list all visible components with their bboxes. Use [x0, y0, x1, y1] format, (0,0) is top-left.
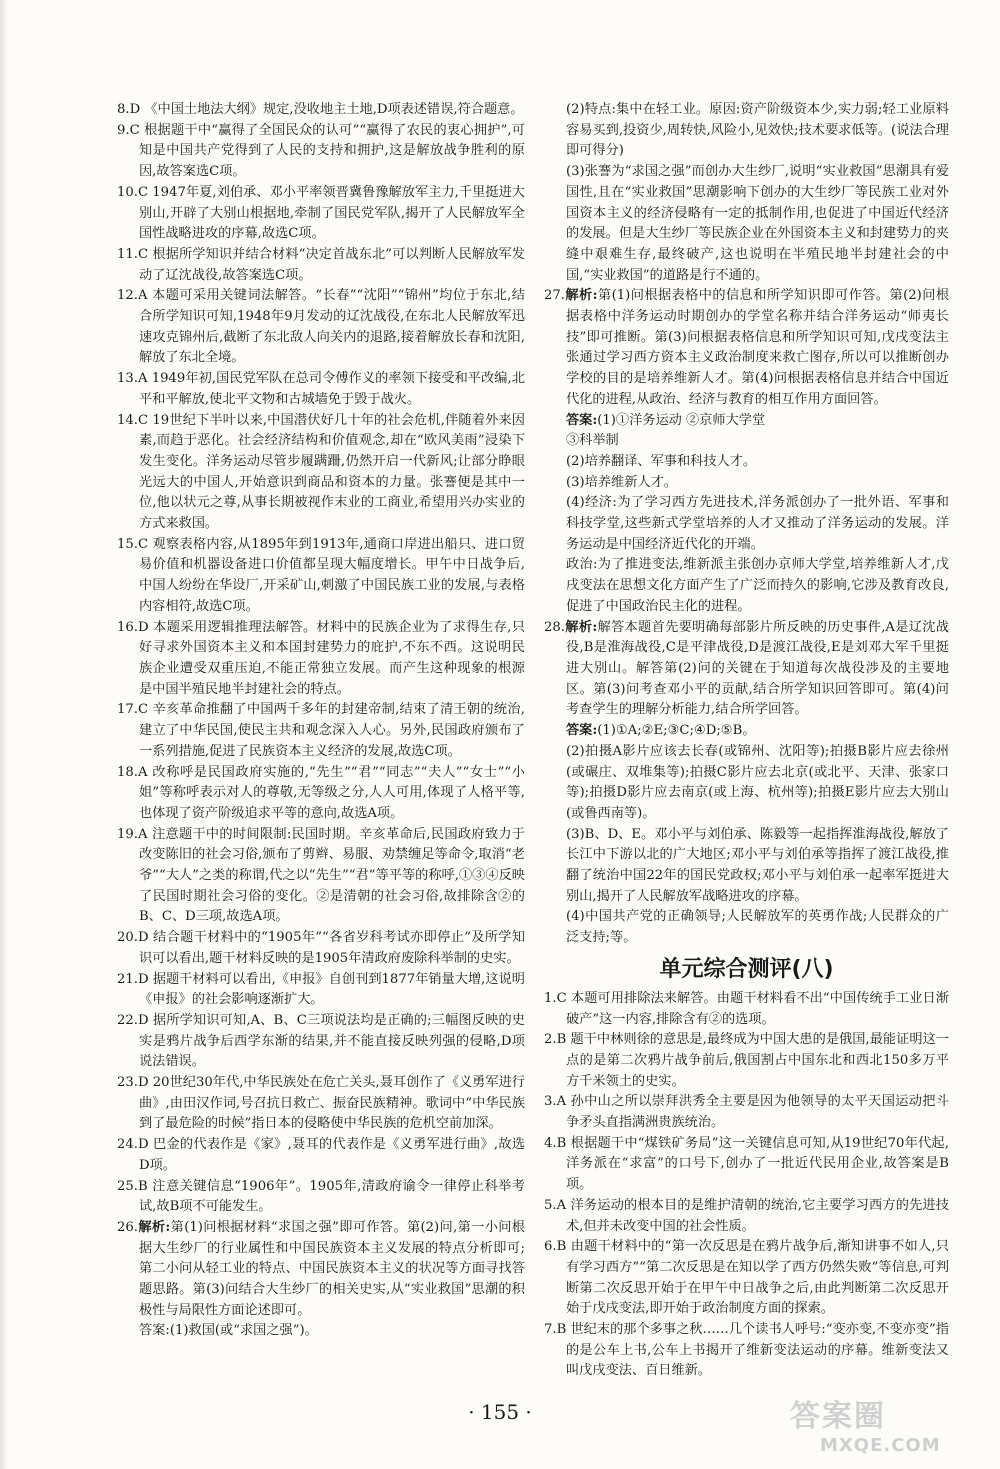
- q27-analysis: [544, 286, 949, 410]
- q28-analysis-label: 解析:: [564, 619, 598, 635]
- q28-answer-head: [544, 721, 949, 742]
- q28-answer-line: (2)拍摄A影片应该去长春(或锦州、沈阳等);拍摄B影片应去徐州(或碾庄、双堆集等);拍摄C影片应去北京(或北平、天津、张家口等);拍摄D影片应去南京(或上海、杭州等);拍摄E影片应去大别山(或鲁西南等)。: [566, 743, 949, 821]
- answer-entry: 6.B 由题干材料中的“第一次反思是在鸦片战争后,渐知讲事不如人,只有学习西方”“第二次反思是在知以学了西方仍然失败”等信息,可判断第二次反思开始于在甲午中日战争之后,由此判断第二次反思开始于戊戌变法,即开始于政治制度方面的探索。: [544, 1239, 949, 1317]
- entry-text: 9.C 根据题干中“赢得了全国民众的认可”“赢得了农民的衷心拥护”,可知是中国共产党得到了人民的支持和拥护,这是解放战争胜利的原因,故答案选C项。: [117, 122, 525, 180]
- answer-entry: [117, 1177, 525, 1218]
- q26-continued: [544, 100, 949, 286]
- q27-answer-line: 政治:为了推进变法,维新派主张创办京师大学堂,培养维新人才,戊戌变法在思想文化方面产生了广泛而持久的影响,它涉及教育改良,促进了中国政治民主化的进程。: [566, 557, 949, 614]
- watermark-logo: [790, 1391, 980, 1456]
- answer-entry: [117, 183, 525, 245]
- entry-text: 24.D 巴金的代表作是《家》,聂耳的代表作是《义勇军进行曲》,故选D项。: [117, 1137, 525, 1173]
- entry-text: 16.D 本题采用逻辑推理法解答。材料中的民族企业为了求得生存,只好寻求外国资本主义和本国封建势力的庇护,不东不西。这说明民族企业遭受双重压迫,不能正常独立发展。而产生这种现象的根源是中国半殖民地半封建社会的特点。: [117, 619, 525, 697]
- answer-entry: 3.A 孙中山之所以崇拜洪秀全主要是因为他领导的太平天国运动把斗争矛头直指满洲贵族统治。: [544, 1094, 949, 1131]
- answer-entry: [117, 1321, 525, 1342]
- entry-text: 20.D 结合题干材料中的“1905年”“各省岁科考试亦即停止”及所学知识可以看出,题干材料反映的是1905年清政府废除科举制的史实。: [117, 930, 525, 966]
- answer-entry: [117, 1073, 525, 1135]
- q28-number: 28.: [544, 619, 565, 635]
- answer-entry: [117, 286, 525, 369]
- q27-answer-line: ③科举制: [566, 433, 619, 449]
- answer-entry: [117, 1011, 525, 1073]
- watermark-top: 答案圈: [790, 1399, 886, 1434]
- q27-answer-line: (2)培养翻译、军事和科技人才。: [566, 453, 757, 469]
- answer-entry: [117, 100, 525, 121]
- answer-line: (2)特点:集中在轻工业。原因:资产阶级资本少,实力弱;轻工业原料容易买到,投资少,周转快,风险小,见效快;技术要求低等。(说法合理即可得分): [566, 102, 949, 159]
- q28-answer-line: (4)中国共产党的正确领导;人民解放军的英勇作战;人民群众的广泛支持;等。: [566, 909, 949, 946]
- answer-entry: 1.C 本题可用排除法来解答。由题干材料看不出“中国传统手工业日渐破产”这一内容,排除含有②的选项。: [544, 990, 949, 1027]
- entry-text: 18.A 改称呼是民国政府实施的,“先生”“君”“同志”“夫人”“女士”“小姐”等称呼表示对人的尊敬,无等级之分,人人可用,体现了人格平等,也体现了资产阶级追求平等的意向,故选A项。: [117, 764, 525, 821]
- answer-entry: [117, 928, 525, 969]
- q27-answer-line: (3)培养维新人才。: [566, 474, 677, 490]
- q28-answer-line: (3)B、D、E。邓小平与刘伯承、陈毅等一起指挥淮海战役,解放了长江中下游以北的广大地区;邓小平与刘伯承等指挥了渡江战役,推翻了统治中国22年的国民党政权;邓小平与刘伯承一起率军挺进大别山,揭开了人民解放军战略进攻的序幕。: [566, 826, 949, 904]
- q28-analysis: [544, 618, 949, 722]
- q27-analysis-text: 第(1)问根据表格中的信息和所学知识即可作答。第(2)问根据表格中洋务运动时期创办的学堂名称并结合洋务运动“师夷长技”即可推断。第(3)问根据表格信息和所学知识可知,戊戌变法主张通过学习西方资本主义政治制度来救亡图存,所以可以推断创办学校的目的是培养维新人才。第(4)问根据表格信息并结合中国近代化的进程,从政治、经济与教育的相互作用方面回答。: [566, 288, 949, 407]
- entry-text: 11.C 根据所学知识并结合材料“决定首战东北”可以判断人民解放军发动了辽沈战役,故答案选C项。: [117, 246, 525, 283]
- entry-text: 13.A 1949年初,国民党军队在总司令傅作义的率领下接受和平改编,北平和平解放,使北平文物和古城墙免于毁于战火。: [117, 371, 525, 407]
- answer-entry: [117, 700, 525, 762]
- question-27: [544, 286, 949, 617]
- answer-entry: [117, 1218, 525, 1322]
- page-number: · 155 ·: [468, 1400, 532, 1424]
- section-title: 单元综合测评(八): [659, 956, 834, 982]
- q27-answer-label: 答案:: [566, 412, 598, 428]
- q27-answer-line: (4)经济:为了学习西方先进技术,洋务派创办了一批外语、军事和科技学堂,这些新式学堂培养的人才又推动了洋务运动的发展。洋务运动是中国经济近代化的开端。: [566, 495, 949, 552]
- q27-answer-line: (1)①洋务运动 ②京师大学堂: [597, 412, 766, 428]
- entry-text: 21.D 据题干材料可以看出,《申报》自创刊到1877年销量大增,这说明《申报》的社会影响逐渐扩大。: [117, 971, 525, 1008]
- answer-entry: 4.B 根据题干中“煤铁矿务局”这一关键信息可知,从19世纪70年代起,洋务派在“求富”的口号下,创办了一批近代民用企业,故答案是B项。: [544, 1135, 949, 1193]
- watermark-bottom: MXQE.COM: [820, 1435, 941, 1456]
- answer-entry: [117, 411, 525, 535]
- question-28: [544, 618, 949, 949]
- answer-entry: [117, 535, 525, 618]
- left-column: [117, 100, 525, 1342]
- answer-entry: 2.B 题干中林则徐的意思是,最终成为中国大患的是俄国,最能证明这一点的是第二次鸦片战争前后,俄国割占中国东北和西北150多万平方千米领土的史实。: [544, 1032, 949, 1089]
- entry-text: 第(1)问根据材料“求国之强”即可作答。第(2)问,第一小问根据大生纱厂的行业属性和中国民族资本主义发展的特点分析即可;第二小问从轻工业的特点、中国民族资本主义的状况等方面寻找答题思路。第(3)问结合大生纱厂的相关史实,从“实业救国”思潮的积极性与局限性方面论述即可。: [139, 1219, 525, 1318]
- q28-answer-line: (1)①A;②E;③C;④D;⑤B。: [597, 723, 756, 739]
- q27-answer-head: [544, 411, 949, 432]
- entry-text: 25.B 注意关键信息“1906年”。1905年,清政府谕令一律停止科举考试,故B项不可能发生。: [117, 1178, 525, 1215]
- answer-entry: [117, 825, 525, 929]
- entry-label: 解析:: [137, 1219, 171, 1235]
- entry-text: 10.C 1947年夏,刘伯承、邓小平率领晋冀鲁豫解放军主力,千里挺进大别山,开辟了大别山根据地,牵制了国民党军队,揭开了人民解放军全国性战略进攻的序幕,故选C项。: [117, 184, 525, 242]
- unit-test-answers: [544, 989, 949, 1382]
- answer-entry: [117, 369, 525, 410]
- answer-entry: 5.A 洋务运动的根本目的是维护清朝的统治,它主要学习西方的先进技术,但并未改变中国的社会性质。: [544, 1197, 949, 1234]
- answer-entry: [117, 121, 525, 183]
- answer-entry: 7.B 世纪末的那个多事之秋……几个读书人呼号:“变亦变,不变亦变”指的是公车上书,公车上书揭开了维新变法运动的序幕。维新变法又叫戊戌变法、百日维新。: [544, 1322, 949, 1379]
- q27-analysis-label: 解析:: [564, 288, 598, 304]
- answer-entry: [117, 245, 525, 286]
- entry-text: 22.D 据所学知识可知,A、B、C三项说法均是正确的;三幅图反映的史实是鸦片战争后西学东渐的结果,并不能直接反映列强的侵略,D项说法错误。: [117, 1012, 525, 1070]
- right-column: [544, 100, 949, 1382]
- entry-text: 8.D 《中国土地法大纲》规定,没收地主土地,D项表述错误,符合题意。: [117, 102, 524, 117]
- entry-label: 答案:: [139, 1323, 170, 1339]
- entry-text: 19.A 注意题干中的时间限制:民国时期。辛亥革命后,民国政府致力于改变陈旧的社会习俗,颁布了剪辫、易服、劝禁缠足等命令,取消“老爷”“大人”之类的称谓,代之以“先生”“君”等平等的称呼,①③④反映了民国时期社会习俗的变化。②是清朝的社会习俗,故排除含②的B、C、D三项,故选A项。: [117, 826, 525, 925]
- entry-text: 15.C 观察表格内容,从1895年到1913年,通商口岸进出船只、进口贸易价值和机器设备进口价值都呈现大幅度增长。甲午中日战争后,中国人纷纷在华设厂,开采矿山,刺激了中国民族工业的发展,与表格内容相符,故选C项。: [117, 536, 525, 614]
- answer-line: (3)张謇为“求国之强”而创办大生纱厂,说明“实业救国”思潮具有爱国性,且在“实业救国”思潮影响下创办的大生纱厂等民族工业对外国资本主义的经济侵略有一定的抵制作用,也促进了中国近代经济的发展。但是大生纱厂等民族企业在外国资本主义和封建势力的夹缝中艰难生存,最终破产,这也说明在半殖民地半封建社会的中国,“实业救国”的道路是行不通的。: [566, 164, 949, 283]
- answer-entry: [117, 763, 525, 825]
- q27-number: 27.: [544, 288, 565, 304]
- q28-analysis-text: 解答本题首先要明确每部影片所反映的历史事件,A是辽沈战役,B是淮海战役,C是平津战役,D是渡江战役,E是刘邓大军千里挺进大别山。解答第(2)问的关键在于知道每次战役涉及的主要地区。第(3)问考查邓小平的贡献,结合所学知识回答即可。第(4)问考查学生的理解分析能力,结合所学回答。: [566, 619, 949, 718]
- page-edge-shadow: [0, 0, 8, 1469]
- entry-text: 23.D 20世纪30年代,中华民族处在危亡关头,聂耳创作了《义勇军进行曲》,由田汉作词,号召抗日救亡、振奋民族精神。歌词中“中华民族到了最危险的时候”指日本的侵略使中华民族的危机空前加深。: [117, 1075, 525, 1132]
- entry-text: 14.C 19世纪下半叶以来,中国潜伏好几十年的社会危机,伴随着外来因素,而趋于恶化。社会经济结构和价值观念,却在“欧风美雨”浸染下发生变化。洋务运动尽管步履蹒跚,仍然开启一代新风;让部分睁眼光远大的中国人,开始意识到商品和资本的力量。张謇便是其中一位,他以状元之尊,从事长期被视作末业的工商业,希望用兴办实业的方式来救国。: [117, 412, 525, 532]
- entry-text: (1)救国(或“求国之强”)。: [169, 1323, 318, 1339]
- q28-answer-label: 答案:: [566, 723, 598, 739]
- answer-entry: [117, 970, 525, 1011]
- entry-text: 12.A 本题可采用关键词法解答。“长春”“沈阳”“锦州”均位于东北,结合所学知识可知,1948年9月发动的辽沈战役,在东北人民解放军迅速攻克锦州后,截断了东北敌人向关内的退路,接着解放长春和沈阳,解放了东北全境。: [117, 288, 525, 366]
- entry-number: 26.: [117, 1219, 138, 1235]
- answer-entry: [117, 618, 525, 701]
- answer-entry: [117, 1135, 525, 1176]
- entry-text: 17.C 辛亥革命推翻了中国两千多年的封建帝制,结束了清王朝的统治,建立了中华民国,使民主共和观念深入人心。另外,民国政府颁布了一系列措施,促进了民族资本主义经济的发展,故选C项。: [117, 702, 525, 759]
